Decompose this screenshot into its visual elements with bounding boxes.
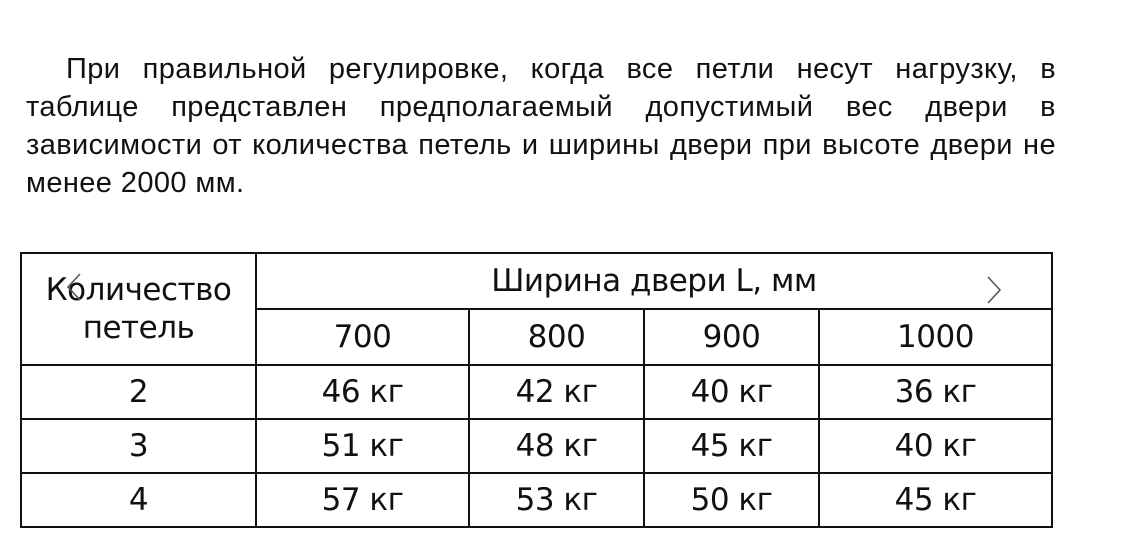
hinge-count-cell: 2 — [21, 365, 256, 419]
width-700: 700 — [256, 309, 469, 365]
hinge-count-header-line1: Количество — [45, 272, 232, 308]
weight-cell: 36 кг — [819, 365, 1052, 419]
door-weight-table — [20, 252, 1053, 528]
chevron-right-icon[interactable] — [986, 275, 1002, 310]
table-row — [21, 473, 1052, 527]
width-900: 900 — [644, 309, 819, 365]
hinge-count-cell: 4 — [21, 473, 256, 527]
weight-cell: 46 кг — [256, 365, 469, 419]
intro-paragraph: При правильной регулировке, когда все петли несут нагрузку, в таблице представлен предполагаемый допустимый вес двери в зависимости от количества петель и ширины двери при высоте двери не менее 2000 мм. — [26, 53, 1056, 199]
table-row — [21, 419, 1052, 473]
weight-cell: 48 кг — [469, 419, 644, 473]
table-header-row — [21, 253, 1052, 309]
table-row — [21, 365, 1052, 419]
weight-cell: 42 кг — [469, 365, 644, 419]
width-1000: 1000 — [819, 309, 1052, 365]
weight-cell: 40 кг — [644, 365, 819, 419]
hinge-count-header-line2: петель — [82, 310, 195, 346]
weight-cell: 53 кг — [469, 473, 644, 527]
hinge-count-header — [21, 253, 256, 365]
door-width-header: Ширина двери L, мм — [256, 253, 1052, 309]
weight-cell: 45 кг — [644, 419, 819, 473]
chevron-left-icon[interactable] — [66, 272, 82, 307]
weight-cell: 45 кг — [819, 473, 1052, 527]
weight-cell: 57 кг — [256, 473, 469, 527]
width-800: 800 — [469, 309, 644, 365]
hinge-count-cell: 3 — [21, 419, 256, 473]
weight-cell: 40 кг — [819, 419, 1052, 473]
weight-cell: 51 кг — [256, 419, 469, 473]
weight-cell: 50 кг — [644, 473, 819, 527]
